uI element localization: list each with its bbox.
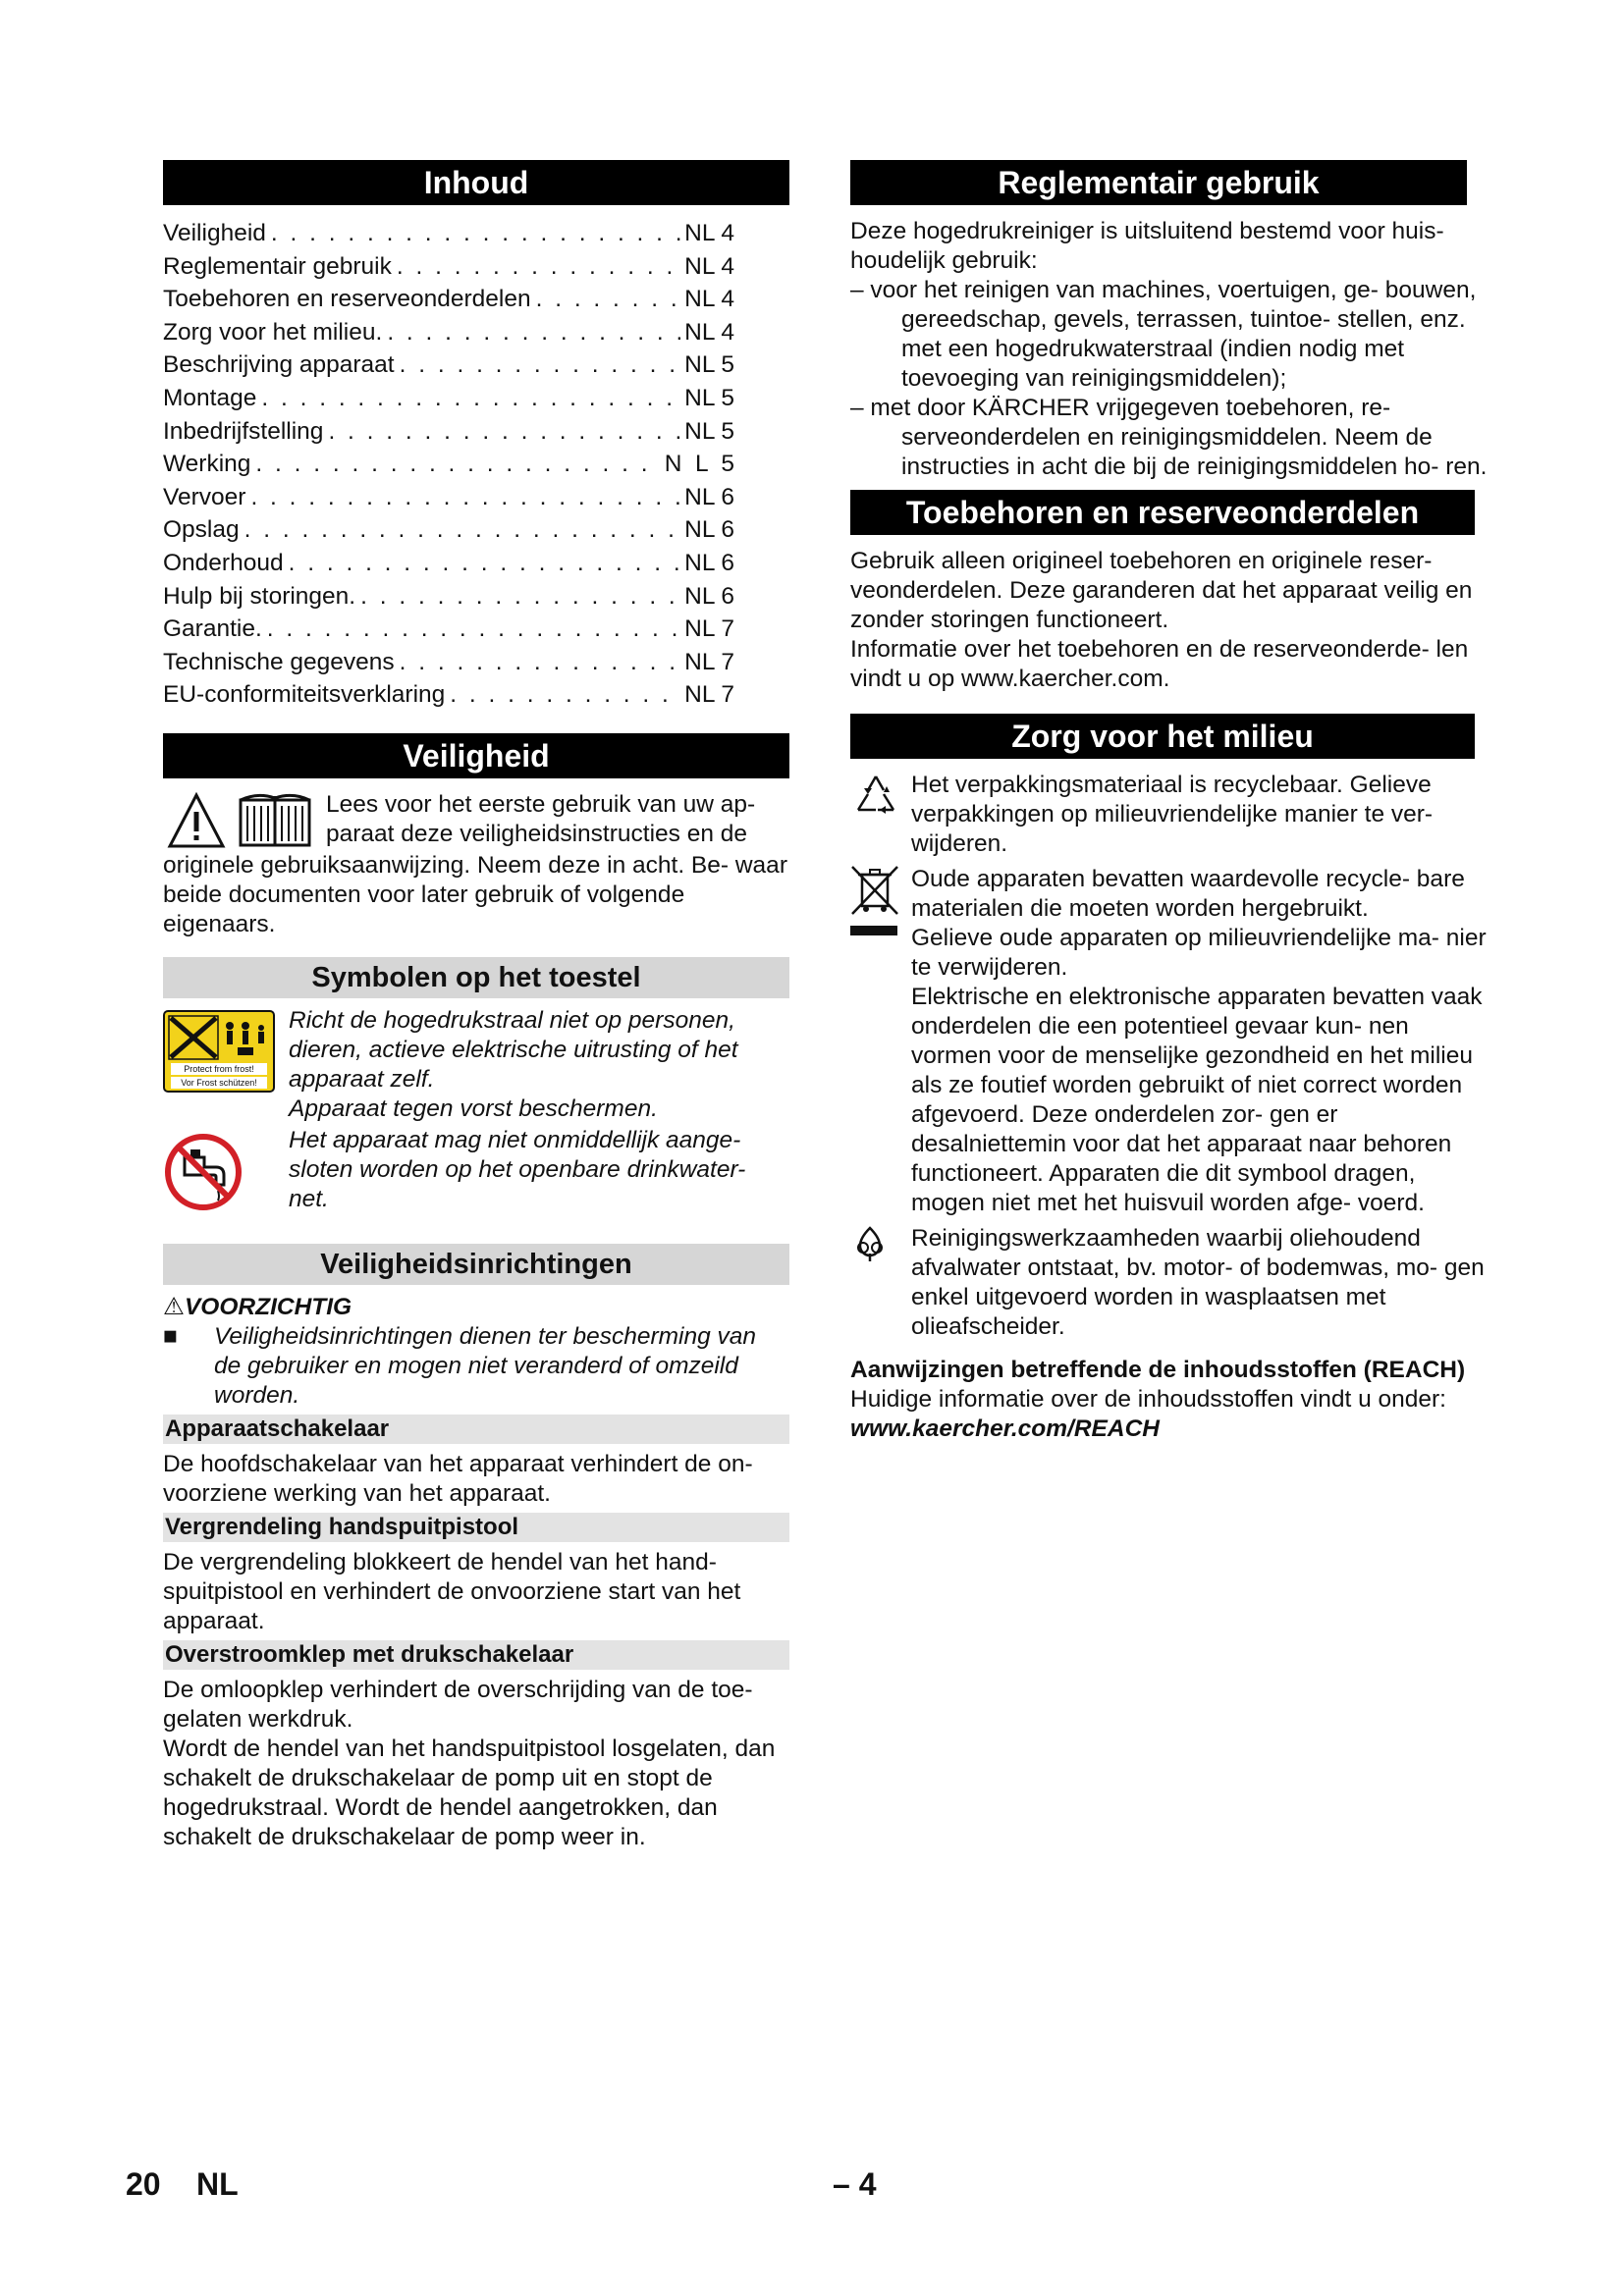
toc-leader <box>355 580 680 614</box>
toc-leader <box>392 250 680 284</box>
read-manual-icon <box>238 792 312 849</box>
switch-subheading: Apparaatschakelaar <box>163 1415 789 1444</box>
reach-text: Huidige informatie over de inhoudsstoffen vindt u onder: <box>850 1386 1446 1413</box>
toc-leader <box>531 283 681 316</box>
toc-item-page: NL 5 <box>684 384 734 411</box>
weee-text-2: Gelieve oude apparaten op milieuvriendelijke ma- nier te verwijderen. <box>911 925 1487 981</box>
footer-center-page: – 4 <box>833 2166 877 2202</box>
toc-item-label: Inbedrijfstelling <box>163 417 324 445</box>
valve-text-2: Wordt de hendel van het handspuitpistool losgelaten, dan schakelt de drukschakelaar de pomp uit en stopt de hogedrukstraal. Wordt de hendel aangetrokken, dan schakelt de drukschakelaar de pomp weer in. <box>163 1735 776 1850</box>
toc-item[interactable] <box>163 415 734 449</box>
symbols-heading: Symbolen op het toestel <box>163 957 789 998</box>
caution-bullet: ■ Veiligheidsinrichtingen dienen ter bescherming van de gebruiker en mogen niet veranderd of omzeild worden. <box>163 1322 757 1409</box>
toc-item-label: Toebehoren en reserveonderdelen <box>163 286 531 313</box>
toc-item-label: Technische gegevens <box>163 648 395 675</box>
footer-page-number: 20 <box>126 2166 161 2202</box>
toc-item-label: Hulp bij storingen. <box>163 582 356 610</box>
toc-item-page: NL 6 <box>684 516 734 544</box>
toc-item-page: NL 6 <box>684 483 734 510</box>
toc-item[interactable] <box>163 613 734 646</box>
toc-item-page: NL 4 <box>684 286 734 313</box>
toc-item-label: Veiligheid <box>163 220 266 246</box>
toc-item-page: NL 6 <box>684 549 734 576</box>
usage-item-1: – voor het reinigen van machines, voertuigen, ge- bouwen, gereedschap, gevels, terrassen, tuintoe- stellen, enz. met een hogedrukwaterstraal (indien nodig met toevoeging van reinigingsmiddelen); <box>850 277 1477 392</box>
svg-text:Protect from frost!: Protect from frost! <box>184 1063 254 1074</box>
reach-link[interactable]: www.kaercher.com/REACH <box>850 1415 1160 1442</box>
environment-heading: Zorg voor het milieu <box>850 714 1475 759</box>
toc-item-page: NL 5 <box>684 417 734 445</box>
symbol-frost-text: Apparaat tegen vorst beschermen. <box>289 1095 658 1122</box>
toc-item-page: NL 4 <box>684 318 734 346</box>
toc-item[interactable] <box>163 316 734 349</box>
toc-item[interactable] <box>163 547 734 580</box>
toc-item-page: NL 7 <box>684 648 734 675</box>
symbol-row-jet <box>163 1006 789 1124</box>
square-bullet-icon: ■ <box>163 1322 178 1350</box>
accessories-text-2: Informatie over het toebehoren en de reserveonderde- len vindt u op www.kaercher.com. <box>850 636 1469 692</box>
footer-language: NL <box>196 2166 239 2202</box>
reach-heading: Aanwijzingen betreffende de inhoudsstoffen (REACH) <box>850 1357 1466 1383</box>
recycle-row <box>850 771 1489 859</box>
oil-water-icon <box>850 1224 911 1254</box>
toc-item[interactable] <box>163 250 734 284</box>
toc-item[interactable] <box>163 283 734 316</box>
toc-item-page: N L 5 <box>664 451 734 478</box>
toc-item[interactable] <box>163 678 734 712</box>
recycle-text: Het verpakkingsmateriaal is recyclebaar. Gelieve verpakkingen op milieuvriendelijke manier te ver- wijderen. <box>911 772 1434 857</box>
toc-leader <box>445 678 680 712</box>
toc-item-page: NL 4 <box>684 220 734 246</box>
devices-heading: Veiligheidsinrichtingen <box>163 1244 789 1285</box>
no-drinking-water-connection-icon <box>163 1126 289 1220</box>
toc-item[interactable] <box>163 580 734 614</box>
toc-leader <box>256 382 680 415</box>
toc-item-label: Zorg voor het milieu. <box>163 318 383 346</box>
toc-leader <box>395 646 681 679</box>
oil-row <box>850 1224 1489 1342</box>
toc-leader <box>262 613 680 646</box>
caution-triangle-icon: ⚠ <box>163 1293 185 1320</box>
toc-leader <box>395 348 681 382</box>
weee-text-3: Elektrische en elektronische apparaten bevatten vaak onderdelen die een potentieel gevaar kun- nen vormen voor de menselijke gezondheid en het milieu als ze foutief worden gebruikt of niet correct worden afgevoerd. Deze onderdelen zor- gen er desalniettemin voor dat het apparaat naar behoren functioneert. Apparaten die dit symbool dragen, mogen niet met het huisvuil worden afge- voerd. <box>911 984 1483 1216</box>
warning-triangle-icon <box>167 792 226 849</box>
toc-leader <box>284 547 681 580</box>
toc-leader <box>240 513 681 547</box>
accessories-heading: Toebehoren en reserveonderdelen <box>850 490 1475 535</box>
toc-item[interactable] <box>163 382 734 415</box>
toc-list <box>163 217 789 712</box>
safety-intro-line2: paraat deze veiligheidsinstructies en de <box>326 820 748 847</box>
safety-intro-rest: originele gebruiksaanwijzing. Neem deze in acht. Be- waar beide documenten voor later gebruik of volgende eigenaars. <box>163 851 787 937</box>
jet-warning-sticker-icon <box>163 1006 289 1100</box>
safety-icons <box>163 790 322 851</box>
toc-item[interactable] <box>163 513 734 547</box>
safety-intro <box>163 790 789 939</box>
toc-item-label: Onderhoud <box>163 549 284 576</box>
toc-item[interactable] <box>163 348 734 382</box>
toc-leader <box>245 481 680 514</box>
valve-subheading: Overstroomklep met drukschakelaar <box>163 1640 789 1670</box>
lock-subheading: Vergrendeling handspuitpistool <box>163 1513 789 1542</box>
toc-item-page: NL 6 <box>684 582 734 610</box>
toc-leader <box>323 415 680 449</box>
crossed-bin-icon <box>850 865 911 943</box>
usage-heading: Reglementair gebruik <box>850 160 1467 205</box>
toc-item[interactable] <box>163 448 734 481</box>
toc-item-label: Opslag <box>163 516 240 544</box>
symbol-jet-text: Richt de hogedrukstraal niet op personen, dieren, actieve elektrische uitrusting of het apparaat zelf. <box>289 1006 738 1093</box>
valve-text-1: De omloopklep verhindert de overschrijding van de toe- gelaten werkdruk. <box>163 1676 753 1733</box>
recycle-icon <box>850 771 911 800</box>
symbol-water-text: Het apparaat mag niet onmiddellijk aange- sloten worden op het openbare drinkwater- net. <box>289 1126 746 1212</box>
safety-heading: Veiligheid <box>163 733 789 778</box>
toc-item-label: Montage <box>163 384 257 411</box>
toc-item[interactable] <box>163 481 734 514</box>
toc-leader <box>250 448 660 481</box>
toc-item-label: Garantie. <box>163 615 262 643</box>
toc-leader <box>382 316 680 349</box>
toc-item-page: NL 4 <box>684 252 734 280</box>
toc-item-label: Reglementair gebruik <box>163 252 392 280</box>
toc-item-page: NL 7 <box>684 681 734 709</box>
weee-row <box>850 865 1489 1218</box>
caution-label: ⚠VOORZICHTIG <box>163 1293 352 1320</box>
toc-item-label: Vervoer <box>163 483 246 510</box>
lock-text: De vergrendeling blokkeert de hendel van het hand- spuitpistool en verhindert de onvoorziene start van het apparaat. <box>163 1548 741 1634</box>
toc-item-page: NL 7 <box>684 615 734 643</box>
usage-item-2: – met door KÄRCHER vrijgegeven toebehoren, re- serveonderdelen en reinigingsmiddelen. Neem de instructies in acht die bij de reinigingsmiddelen ho- ren. <box>850 395 1488 480</box>
safety-intro-line1: Lees voor het eerste gebruik van uw ap- <box>326 790 756 818</box>
left-column <box>163 160 789 1852</box>
accessories-text-1: Gebruik alleen origineel toebehoren en originele reser- veonderdelen. Deze garanderen dat het apparaat veilig en zonder storingen functioneert. <box>850 548 1473 633</box>
toc-item-label: Beschrijving apparaat <box>163 351 395 379</box>
svg-text:Vor Frost schützen!: Vor Frost schützen! <box>181 1077 257 1088</box>
toc-leader <box>266 217 680 250</box>
toc-item-label: Werking <box>163 451 251 478</box>
toc-item-page: NL 5 <box>684 351 734 379</box>
usage-intro: Deze hogedrukreiniger is uitsluitend bestemd voor huis- houdelijk gebruik: <box>850 218 1444 274</box>
toc-heading: Inhoud <box>163 160 789 205</box>
oil-text: Reinigingswerkzaamheden waarbij oliehoudend afvalwater ontstaat, bv. motor- of bodemwas, mo- gen enkel uitgevoerd worden in wasplaatsen met olieafscheider. <box>911 1225 1485 1340</box>
weee-text-1: Oude apparaten bevatten waardevolle recycle- bare materialen die moeten worden hergebruikt. <box>911 866 1465 922</box>
symbol-row-water <box>163 1126 789 1220</box>
toc-item-label: EU-conformiteitsverklaring <box>163 681 446 709</box>
toc-item[interactable] <box>163 646 734 679</box>
toc-item[interactable] <box>163 217 734 250</box>
switch-text: De hoofdschakelaar van het apparaat verhindert de on- voorziene werking van het apparaat. <box>163 1450 753 1507</box>
right-column <box>850 160 1489 1444</box>
